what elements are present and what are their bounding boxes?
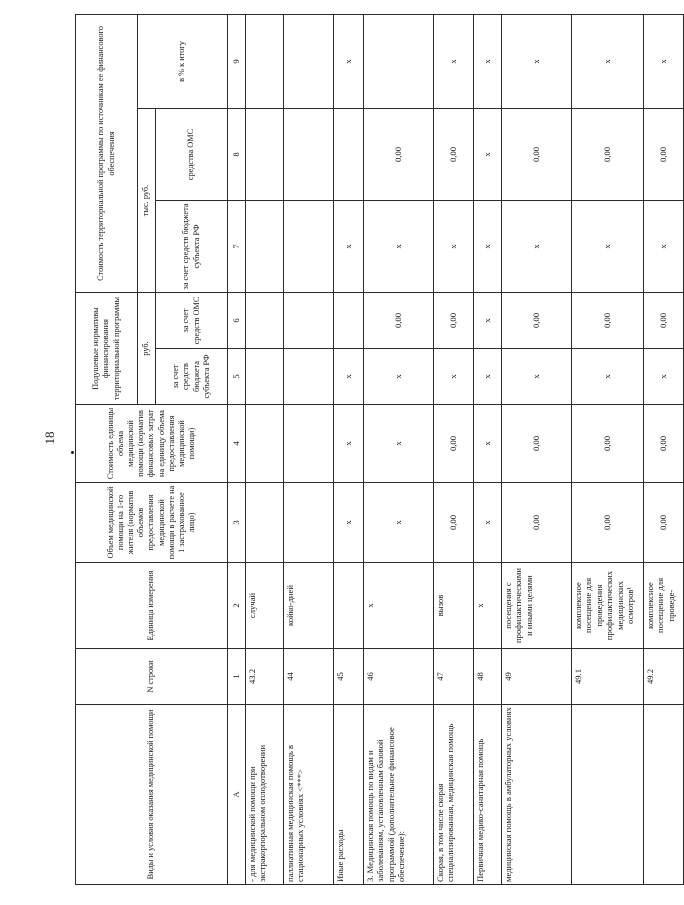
header-program-cost-unit: тыс. руб. (138, 109, 156, 293)
col-number: 7 (228, 201, 246, 293)
row-value: х (474, 15, 502, 109)
row-value: 0,00 (502, 293, 572, 349)
col-number: 3 (228, 483, 246, 563)
row-value: х (572, 201, 644, 293)
row-value: 0,00 (502, 483, 572, 563)
row-value: х (474, 201, 502, 293)
row-value (334, 109, 364, 201)
row-label (572, 705, 644, 885)
row-number: 43.2 (246, 649, 284, 705)
row-value: х (644, 201, 684, 293)
row-value: 0,00 (434, 405, 474, 483)
row-value: 0,00 (572, 483, 644, 563)
row-value: х (434, 201, 474, 293)
row-number: 48 (474, 649, 502, 705)
row-value: 0,00 (364, 293, 434, 349)
row-value (246, 349, 284, 405)
row-value: х (334, 405, 364, 483)
row-value: х (334, 201, 364, 293)
row-number: 47 (434, 649, 474, 705)
row-value: х (474, 293, 502, 349)
rotated-table-wrapper (75, 15, 676, 885)
table-row (434, 15, 474, 885)
col-number: 6 (228, 293, 246, 349)
col-number: 9 (228, 15, 246, 109)
table-row (246, 15, 284, 885)
row-number: 44 (284, 649, 334, 705)
row-value: 0,00 (364, 109, 434, 201)
row-value (284, 293, 334, 349)
row-value: х (364, 201, 434, 293)
col-number: А (228, 705, 246, 885)
table-row (502, 15, 572, 885)
row-value: 0,00 (502, 109, 572, 201)
row-value: х (474, 405, 502, 483)
row-value: х (644, 15, 684, 109)
row-value (246, 109, 284, 201)
row-value: 0,00 (502, 405, 572, 483)
row-label: Иные расходы (334, 705, 364, 885)
row-value: х (364, 405, 434, 483)
col-number: 2 (228, 563, 246, 649)
row-unit: койко-дней (284, 563, 334, 649)
row-value (284, 15, 334, 109)
header-total-oms: средства ОМС (156, 109, 228, 201)
col-number: 8 (228, 109, 246, 201)
col-number: 4 (228, 405, 246, 483)
page-mark (71, 451, 74, 454)
header-unit: Единица измерения (76, 563, 228, 649)
row-value: х (572, 15, 644, 109)
row-value: х (502, 201, 572, 293)
row-value: х (334, 483, 364, 563)
table-row (572, 15, 644, 885)
row-unit: х (364, 563, 434, 649)
header-row-number: N строки (76, 649, 228, 705)
row-value: 0,00 (644, 293, 684, 349)
header-volume: Объем медицинской помощи на 1-го жителя (норматив объемов предоставления медицинской помощи в расчете на 1 застрахованное лицо) (76, 483, 228, 563)
row-value: 0,00 (572, 109, 644, 201)
row-value: 0,00 (434, 483, 474, 563)
row-value: 0,00 (572, 293, 644, 349)
header-unit-cost: Стоимость единицы объема медицинской помощи (норматив финансовых затрат на единицу объема предоставления медицинской помощи) (76, 405, 228, 483)
row-value (334, 293, 364, 349)
row-value (246, 293, 284, 349)
row-value: 0,00 (572, 405, 644, 483)
row-unit: комплексное посещение для проведения профилактических медицинских осмотров¹ (572, 563, 644, 649)
row-value (364, 15, 434, 109)
row-value: 0,00 (644, 405, 684, 483)
row-value: х (644, 349, 684, 405)
row-value (284, 405, 334, 483)
row-value: х (502, 349, 572, 405)
row-value: х (502, 15, 572, 109)
header-per-capita-unit: руб. (138, 293, 156, 405)
table-row (334, 15, 364, 885)
header-program-cost-group: Стоимость территориальной программы по источникам ее финансового обеспечения (76, 15, 138, 293)
header-norm-oms: за счет средств ОМС (156, 293, 228, 349)
row-number: 49 (502, 649, 572, 705)
row-value (246, 483, 284, 563)
row-number: 45 (334, 649, 364, 705)
row-label: медицинская помощь в амбулаторных условиях (502, 705, 572, 885)
row-number: 49.2 (644, 649, 684, 705)
row-value (246, 201, 284, 293)
row-value: х (474, 349, 502, 405)
row-value (284, 109, 334, 201)
page-number: 18 (42, 431, 57, 445)
row-label: 3. Медицинская помощь по видам и заболеваниям, установленным базовой программой (дополнительное финансовое обеспечение): (364, 705, 434, 885)
row-value (284, 201, 334, 293)
table-row (474, 15, 502, 885)
row-value (246, 405, 284, 483)
header-per-capita-group: Подушевые нормативы финансирования территориальной программы (76, 293, 138, 405)
row-unit: посещения с профилактическими и иными целями (502, 563, 572, 649)
table-row (364, 15, 434, 885)
row-unit: комплексное посещение для проведе- (644, 563, 684, 649)
row-number: 49.1 (572, 649, 644, 705)
row-value: 0,00 (644, 109, 684, 201)
row-label: паллиативная медицинская помощь в стационарных условиях <***> (284, 705, 334, 885)
row-value: х (434, 15, 474, 109)
row-value: х (334, 349, 364, 405)
row-value: х (434, 349, 474, 405)
row-value (284, 483, 334, 563)
header-percent: в % к итогу (138, 15, 228, 109)
row-label: Скорая, в том числе скорая специализированная, медицинская помощь (434, 705, 474, 885)
row-value: 0,00 (644, 483, 684, 563)
table-body (246, 15, 684, 885)
row-unit: х (474, 563, 502, 649)
row-value: х (572, 349, 644, 405)
row-value: х (474, 109, 502, 201)
row-value: х (364, 349, 434, 405)
row-value (246, 15, 284, 109)
row-unit: случай (246, 563, 284, 649)
financing-table (75, 14, 684, 885)
col-number: 1 (228, 649, 246, 705)
row-number: 46 (364, 649, 434, 705)
row-value: х (364, 483, 434, 563)
col-number: 5 (228, 349, 246, 405)
header-total-budget: за счет средств бюджета субъекта РФ (156, 201, 228, 293)
row-value: х (474, 483, 502, 563)
table-row (284, 15, 334, 885)
header-type: Виды и условия оказания медицинской помощи (76, 705, 228, 885)
row-value (284, 349, 334, 405)
row-unit: вызов (434, 563, 474, 649)
row-label: Первичная медико-санитарная помощь (474, 705, 502, 885)
header-norm-budget: за счет средств бюджета субъекта РФ (156, 349, 228, 405)
row-value: 0,00 (434, 293, 474, 349)
row-unit (334, 563, 364, 649)
row-value: х (334, 15, 364, 109)
table-row (644, 15, 684, 885)
row-value: 0,00 (434, 109, 474, 201)
row-label (644, 705, 684, 885)
row-label: - для медицинской помощи при экстракорпоральном оплодотворении (246, 705, 284, 885)
